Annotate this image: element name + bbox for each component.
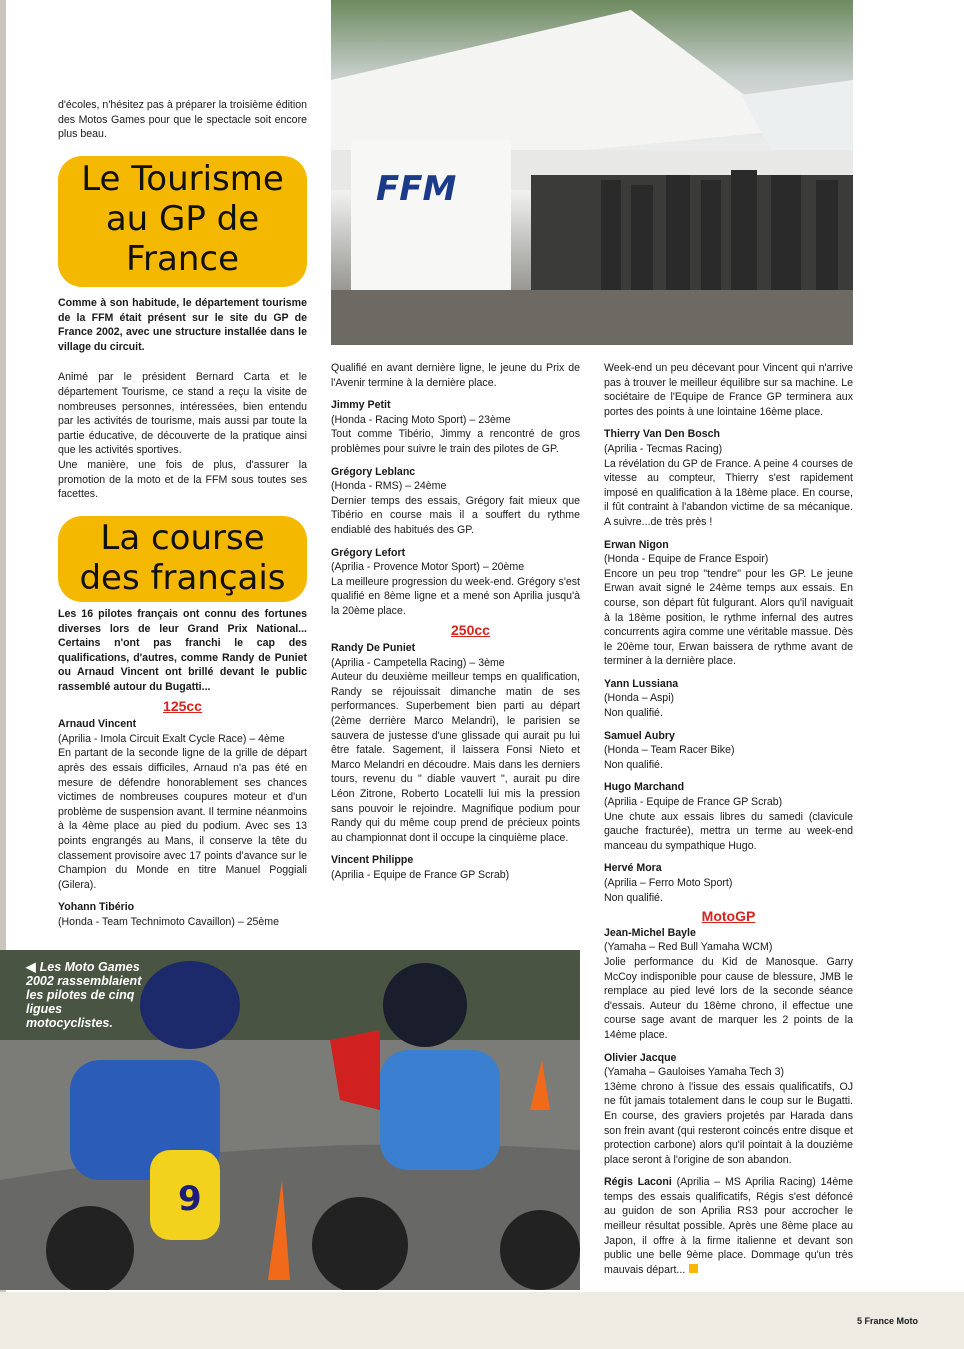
headline-course-line-2: des français <box>79 558 286 598</box>
rider-name: Régis Laconi <box>604 1176 672 1189</box>
category-250cc: 250cc <box>451 621 490 638</box>
headline-tourisme-line-1: Le Tourisme <box>81 159 284 199</box>
page-number: 5 <box>856 1316 862 1326</box>
rider-nigon <box>604 538 853 669</box>
rider-tiberio <box>58 900 307 929</box>
rider-text: La révélation du GP de France. A peine 4 courses de vitesse au compteur, Thierry s'est rapidement imposé en qualification à la 18ème place. En course, il fût contraint à l'abandon victime de sa mécanique. A suivre...de très près ! <box>604 457 853 528</box>
middle-column <box>331 361 580 891</box>
headline-course-line-1: La course <box>100 518 265 558</box>
rider-aubry <box>604 729 853 773</box>
tourisme-intro: Comme à son habitude, le département tourisme de la FFM était présent sur le site du GP de France 2002, avec une structure installée dans le village du circuit. <box>58 297 307 353</box>
rider-text: 14ème temps des essais qualificatifs, Régis s'est défoncé au guidon de son Aprilia RS3 pour accrocher le meilleur résultat possible. Après une 8ème place au Japon, il offre à la firme italienne et devant son public une belle 9ème place. Dommage qu'un très mauvais départ... <box>604 1176 854 1276</box>
rider-team: (Aprilia - Imola Circuit Exalt Cycle Race) – 4ème <box>58 732 285 745</box>
rider-name: Jean-Michel Bayle <box>604 926 696 939</box>
rider-team: (Honda - Racing Moto Sport) – 23ème <box>331 413 511 426</box>
rider-name: Samuel Aubry <box>604 729 675 742</box>
rider-name: Olivier Jacque <box>604 1051 677 1064</box>
headline-tourisme-line-3: France <box>125 239 240 279</box>
right-column <box>604 361 853 1285</box>
course-intro: Les 16 pilotes français ont connu des fortunes diverses lors de leur Grand Prix National... Certains n'ont pas franchi le cap des qualifications, d'autres, comme Randy de Puniet ou Arnaud Vincent ont brillé devant le public rassemblé autour du Bugatti... <box>58 608 307 693</box>
rider-name: Vincent Philippe <box>331 854 414 867</box>
tourisme-body-2: Une manière, une fois de plus, d'assurer la promotion de la moto et de la FFM sous toutes ses facettes. <box>58 458 307 501</box>
rider-team: (Aprilia – MS Aprilia Racing) <box>671 1176 816 1189</box>
rider-leblanc <box>331 465 580 538</box>
rider-team: (Aprilia - Tecmas Racing) <box>604 442 723 455</box>
headline-tourisme <box>58 156 307 287</box>
rider-vincent <box>58 717 307 892</box>
magazine-brand: France Moto <box>864 1316 918 1326</box>
rider-text: Encore un peu trop "tendre" pour les GP. Le jeune Erwan avait signé le 24ème temps aux essais. En course, son départ fût fulgurant. Alors qu'il naviguait à la 18ème position, le rythme infernal des autres concurrents agira comme une véritable massue. Dès le 20ème tour, Erwan baissera de rythme avant de terminer à la dernière place. <box>604 567 853 668</box>
rider-mora <box>604 861 853 905</box>
rider-depuniet <box>331 641 580 845</box>
rider-petit <box>331 398 580 456</box>
rider-text: Auteur du deuxième meilleur temps en qualification, Randy se réjouissait dimanche matin de ses performances. Superbement bien parti au départ (2ème derrière Marco Melandri), le parisien se sauvera de justesse d'une glissade qui aurait pu lui être fatale. Sagement, il laissera Fonsi Nieto et Marco Melandri en découdre. Mais dans les derniers tours, revenu du " diable vauvert ", aurait pu dire Léon Zitrone, Roberto Locatelli lui mis la pression sans pouvoir le rejoindre. Magnifique podium pour Randy qui du même coup prend de précieux points au championnat dont il occupe la cinquième place. <box>331 671 580 844</box>
end-mark-icon <box>689 1264 698 1273</box>
rider-name: Hugo Marchand <box>604 781 685 794</box>
rider-team: (Aprilia - Equipe de France GP Scrab) <box>604 796 783 809</box>
tourisme-text <box>58 296 307 510</box>
tourisme-body-1: Animé par le président Bernard Carta et le département Tourisme, ce stand a reçu la visite de nombreuses personnes, intéressées, bien entendu par les activités de tourisme, mais aussi par toute la partie éducative, de découverte de la pratique ainsi que les activités sportives. <box>58 371 307 457</box>
rider-team: (Aprilia - Campetella Racing) – 3ème <box>331 656 505 669</box>
course-text <box>58 607 307 937</box>
rider-marchand <box>604 780 853 853</box>
rider-lefort <box>331 546 580 619</box>
rider-name: Erwan Nigon <box>604 538 669 551</box>
rider-name: Grégory Leblanc <box>331 465 416 478</box>
page-footer <box>857 1316 918 1326</box>
rider-name: Arnaud Vincent <box>58 718 137 731</box>
rider-tiberio-text: Qualifié en avant dernière ligne, le jeune du Prix de l'Avenir termine à la dernière place. <box>331 362 580 389</box>
rider-text: Non qualifié. <box>604 891 663 904</box>
rider-team: (Aprilia - Provence Motor Sport) – 20ème <box>331 561 525 574</box>
rider-jacque <box>604 1051 853 1168</box>
rider-text: En partant de la seconde ligne de la grille de départ après des essais difficiles, Arnaud n'a pas été en mesure de défendre honorablement ses chances victimes de nombreuses coupures moteur et d'un problème de suspension avant. Il termine néanmoins à la 4ème place au pied du podium. Avec ses 13 points engrangés au Mans, il conserve la tête du classement provisoire avec 17 points d'avance sur le Champion du Monde en titre Manuel Poggiali (Gilera). <box>58 747 307 891</box>
intro-fragment: d'écoles, n'hésitez pas à préparer la troisième édition des Motos Games pour que le spectacle soit encore plus beau. <box>58 99 308 141</box>
rider-team: (Yamaha – Gauloises Yamaha Tech 3) <box>604 1066 784 1079</box>
rider-team: (Honda - Team Technimoto Cavaillon) – 25ème <box>58 915 280 928</box>
rider-philippe-text: Week-end un peu décevant pour Vincent qui n'arrive pas à trouver le meilleur équilibre sur sa machine. Le sociétaire de l'Equipe de France GP terminera aux portes des points à une lointaine 16ème place. <box>604 362 853 418</box>
left-column <box>58 98 307 150</box>
rider-vandenbosch <box>604 427 853 529</box>
rider-text: La meilleure progression du week-end. Grégory s'est qualifié en 8ème ligne et a mené son Aprilia jusqu'à la 20ème place. <box>331 575 580 617</box>
rider-text: Dernier temps des essais, Grégory fait mieux que Tibério en course mais il a souffert du rythme endiablé des habitués des GP. <box>331 494 580 536</box>
svg-text:9: 9 <box>178 1179 202 1219</box>
rider-name: Hervé Mora <box>604 862 662 875</box>
headline-course <box>58 516 307 602</box>
rider-name: Yohann Tibério <box>58 901 135 914</box>
rider-team: (Aprilia - Equipe de France GP Scrab) <box>331 869 510 881</box>
headline-tourisme-line-2: au GP de <box>105 199 260 239</box>
category-125cc: 125cc <box>163 697 202 714</box>
photo-caption <box>26 960 146 1030</box>
category-motogp: MotoGP <box>701 908 756 925</box>
svg-text:FFM: FFM <box>376 169 457 209</box>
rider-team: (Honda – Team Racer Bike) <box>604 744 735 757</box>
tent-illustration <box>331 0 853 345</box>
rider-laconi <box>604 1175 853 1277</box>
rider-name: Grégory Lefort <box>331 546 406 559</box>
rider-team: (Yamaha – Red Bull Yamaha WCM) <box>604 941 773 954</box>
caption-arrow-icon: ◀ <box>26 960 36 974</box>
ffm-tent-photo <box>331 0 853 345</box>
footer-band <box>0 1292 964 1349</box>
rider-bayle <box>604 926 853 1043</box>
rider-text: 13ème chrono à l'issue des essais qualificatifs, OJ ne fût jamais totalement dans le coup sur le Bugatti. En course, des graviers projetés par Harada dans son frein avant (qui resteront coincés entre disque et protection carbone) alors qu'il pointait à la douzième place seront à l'origine de son abandon. <box>604 1080 853 1166</box>
rider-team: (Aprilia – Ferro Moto Sport) <box>604 877 733 889</box>
rider-name: Randy De Puniet <box>331 642 416 655</box>
caption-text: Les Moto Games 2002 rassemblaient les pilotes de cinq ligues motocyclistes. <box>26 960 142 1030</box>
rider-philippe <box>331 853 580 882</box>
rider-name: Jimmy Petit <box>331 399 391 412</box>
rider-text: Non qualifié. <box>604 707 663 720</box>
rider-name: Thierry Van Den Bosch <box>604 428 720 441</box>
rider-team: (Honda – Aspi) <box>604 692 675 705</box>
rider-team: (Honda - RMS) – 24ème <box>331 480 447 493</box>
rider-team: (Honda - Equipe de France Espoir) <box>604 553 769 566</box>
rider-lussiana <box>604 677 853 721</box>
rider-text: Tout comme Tibério, Jimmy a rencontré de gros problèmes pour suivre le train des pilotes de GP. <box>331 428 580 455</box>
rider-text: Une chute aux essais libres du samedi (clavicule gauche fracturée), mettra un terme au week-end manceau du sympathique Hugo. <box>604 810 853 852</box>
rider-text: Jolie performance du Kid de Manosque. Garry McCoy indisponible pour cause de blessure, JMB le remplace au pied levé lors de la seconde séance d'essais. Auteur du 18ème chrono, il effectue une course sage avant de marquer les 2 points de la 14ème place. <box>604 955 853 1041</box>
rider-text: Non qualifié. <box>604 758 663 771</box>
rider-name: Yann Lussiana <box>604 677 679 690</box>
